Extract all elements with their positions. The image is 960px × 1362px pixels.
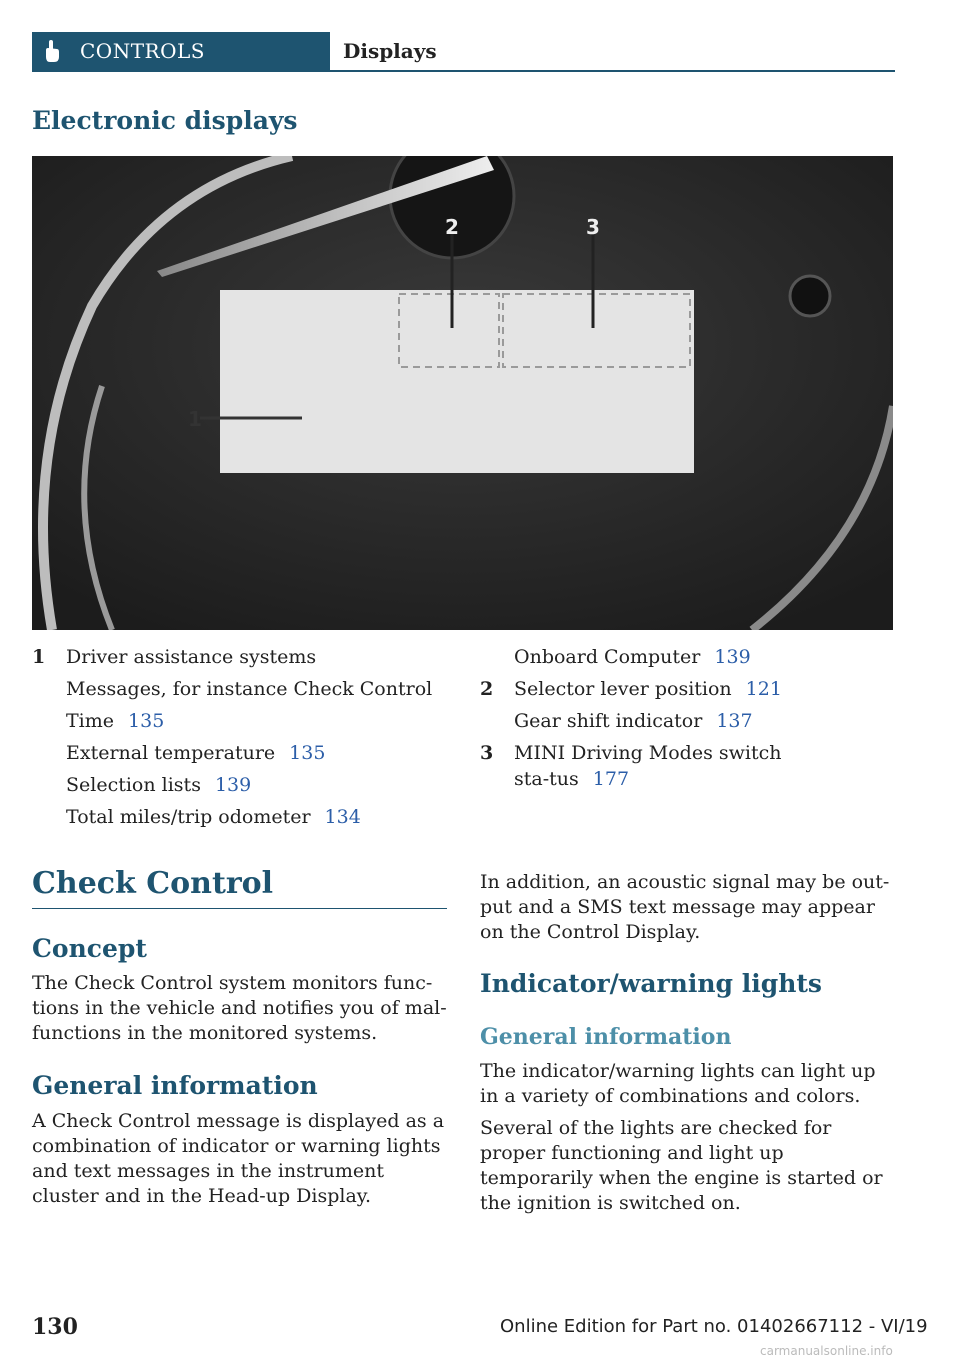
page-link[interactable]: 135 [289, 742, 326, 764]
indicator-warning-lights-heading: Indicator/warning lights [480, 969, 822, 998]
page-link[interactable]: 137 [716, 710, 753, 732]
legend-item: 2 Selector lever position 121 [480, 678, 782, 700]
callout-1: 1 [188, 407, 202, 431]
callout-2: 2 [445, 215, 459, 239]
legend-item: External temperature 135 [66, 742, 326, 764]
page-link[interactable]: 139 [214, 774, 252, 796]
legend-item: Total miles/trip odometer 134 [66, 806, 361, 828]
indicator-general-information-heading: General information [480, 1024, 732, 1050]
legend-item: Onboard Computer 139 [514, 646, 751, 668]
concept-heading: Concept [32, 934, 147, 963]
general-information-text: A Check Control message is displayed as a combination of indicator or warning lights and text messages in the instrument cluster and in the Head-up Display. [32, 1110, 445, 1207]
section-tab [32, 32, 330, 70]
indicator-text-2: Several of the lights are checked for proper functioning and light up temporarily when the engine is started or the ignition is switched on. [480, 1117, 883, 1214]
heading-rule [32, 908, 447, 909]
footer-edition: Online Edition for Part no. 01402667112 - VI/19 [500, 1316, 928, 1337]
acoustic-signal-text: In addition, an acoustic signal may be out-put and a SMS text message may appear on the Control Display. [480, 871, 890, 943]
legend-item: Selection lists 139 [66, 774, 252, 796]
legend-item: 1 Driver assistance systems [32, 646, 317, 668]
legend-left [32, 641, 452, 833]
page-link[interactable]: 177 [592, 768, 630, 790]
instrument-cluster-illustration [32, 156, 893, 630]
check-control-heading: Check Control [32, 866, 274, 901]
electronic-displays-heading: Electronic displays [32, 106, 298, 135]
legend-item: 3 MINI Driving Modes switch sta-tus 177 [480, 742, 782, 790]
section-label: CONTROLS [80, 39, 205, 63]
legend-item: Gear shift indicator 137 [514, 710, 753, 732]
pointing-hand-icon [44, 40, 60, 62]
subsection-label: Displays [343, 39, 437, 63]
callout-3: 3 [586, 215, 600, 239]
page-link[interactable]: 121 [745, 678, 782, 700]
legend-right [480, 641, 880, 795]
legend-item: Time 135 [66, 710, 165, 732]
indicator-text-1: The indicator/warning lights can light up in a variety of combinations and colors. [480, 1060, 876, 1107]
concept-text: The Check Control system monitors func-tions in the vehicle and notifies you of mal-functions in the monitored systems. [32, 972, 447, 1044]
page-link[interactable]: 139 [714, 646, 751, 668]
page-number: 130 [32, 1314, 78, 1340]
page-link[interactable]: 134 [324, 806, 361, 828]
page-link[interactable]: 135 [128, 710, 165, 732]
legend-item: Messages, for instance Check Control [66, 678, 433, 700]
watermark: carmanualsonline.info [760, 1344, 893, 1358]
page-header [32, 32, 895, 72]
general-information-heading: General information [32, 1071, 318, 1100]
